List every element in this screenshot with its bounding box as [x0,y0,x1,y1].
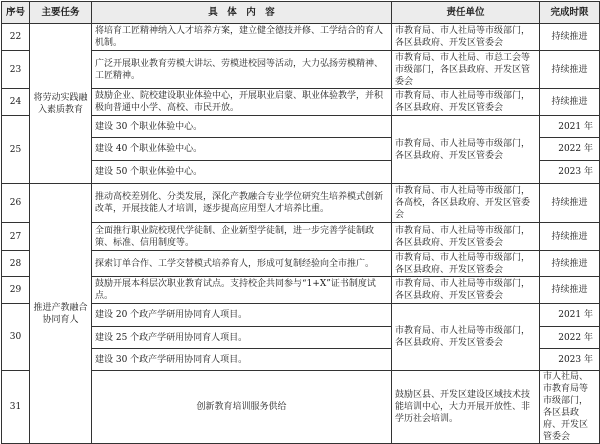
row-number: 29 [2,277,30,304]
row-number: 30 [2,304,30,371]
row-unit: 市教育局、市人社局等市级部门，各区县政府、开发区管委会 [392,304,540,371]
row-content: 建设 20 个政产学研用协同育人项目。 [92,304,392,327]
task-table [1,1,600,444]
table-row [2,184,600,223]
row-number: 28 [2,251,30,277]
row-deadline: 持续推进 [540,51,600,89]
row-deadline: 持续推进 [540,277,600,304]
row-unit: 市教育局、市人社局等市级部门，各区县政府、开发区管委会 [392,116,540,184]
header-unit: 责任单位 [392,2,540,24]
row-content: 全面推行职业院校现代学徒制、企业新型学徒制，进一步完善学徒制政策、标准、信用制度等。 [92,223,392,251]
row-unit: 市教育局、市人社局等市级部门，各高校，各区县政府、开发区管委会 [392,184,540,223]
row-number: 23 [2,51,30,89]
row-content: 广泛开展职业教育劳模大讲坛、劳模进校园等活动，大力弘扬劳模精神、工匠精神。 [92,51,392,89]
header-deadline: 完成时限 [540,2,600,24]
row-content: 推动高校差别化、分类发展，深化产教融合专业学位研究生培养模式创新改革，开展技能人才培训，逐步提高应用型人才培养比重。 [92,184,392,223]
table-row [2,89,600,116]
row-content: 建设 30 个政产学研用协同育人项目。 [92,349,392,371]
row-number: 22 [2,24,30,51]
row-unit: 市教育局、市人社局等市级部门，各区县政府、开发区管委会 [392,223,540,251]
task-name: 将劳动实践融入素质教育 [30,24,92,184]
table-header-row [2,2,600,24]
row-deadline: 持续推进 [540,223,600,251]
row-number: 26 [2,184,30,223]
row-content: 建设 25 个政产学研用协同育人项目。 [92,327,392,349]
row-number: 25 [2,116,30,184]
row-unit: 市教育局、市人社局等市级部门，各区县政府、开发区管委会 [392,24,540,51]
header-no: 序号 [2,2,30,24]
table-row [2,277,600,304]
row-deadline: 2022 年 [540,138,600,161]
row-deadline: 2022 年 [540,327,600,349]
row-content: 鼓励开展本科层次职业教育试点。支持校企共同参与“1+X”证书制度试点。 [92,277,392,304]
row-content: 建设 30 个职业体验中心。 [92,116,392,138]
row-deadline: 持续推进 [540,24,600,51]
table-row [2,51,600,89]
task-name: 创新教育培训服务供给 [92,371,392,444]
row-content: 鼓励区县、开发区建设区域技术技能培训中心，大力开展开放性、非学历社会培训。 [392,371,540,444]
row-unit: 市教育局、市人社局等市级部门，各区县政府、开发区管委会 [392,251,540,277]
row-number: 31 [2,371,30,444]
header-content: 具 体 内 容 [92,2,392,24]
row-number: 27 [2,223,30,251]
row-unit: 市人社局、市教育局等市级部门，各区县政府、开发区管委会 [540,371,600,444]
row-unit: 市教育局、市人社局、市总工会等市级部门，各区县政府、开发区管委会 [392,51,540,89]
row-content: 建设 50 个职业体验中心。 [92,161,392,184]
row-deadline: 2023 年 [540,161,600,184]
row-deadline: 持续推进 [540,89,600,116]
row-deadline: 持续推进 [540,251,600,277]
table-row [2,304,600,327]
row-content: 建设 40 个职业体验中心。 [92,138,392,161]
row-number: 24 [2,89,30,116]
row-content: 鼓励企业、院校建设职业体验中心，开展职业启蒙、职业体验教学，并积极向普通中小学、高校、市民开放。 [92,89,392,116]
row-deadline: 持续推进 [540,184,600,223]
row-deadline: 2023 年 [540,349,600,371]
table-row [2,223,600,251]
row-unit: 市教育局、市人社局等市级部门，各区县政府、开发区管委会 [392,277,540,304]
row-content: 探索订单合作、工学交替模式培养育人，形成可复制经验向全市推广。 [92,251,392,277]
table-row [2,24,600,51]
row-unit: 市教育局、市人社局等市级部门，各区县政府、开发区管委会 [392,89,540,116]
row-content: 将培育工匠精神纳入人才培养方案，建立健全德技并修、工学结合的育人机制。 [92,24,392,51]
table-row [2,371,600,444]
table-row [2,251,600,277]
row-deadline: 2021 年 [540,304,600,327]
header-task: 主要任务 [30,2,92,24]
table-row [2,116,600,138]
row-deadline: 2021 年 [540,116,600,138]
task-name: 推进产教融合协同育人 [30,184,92,444]
